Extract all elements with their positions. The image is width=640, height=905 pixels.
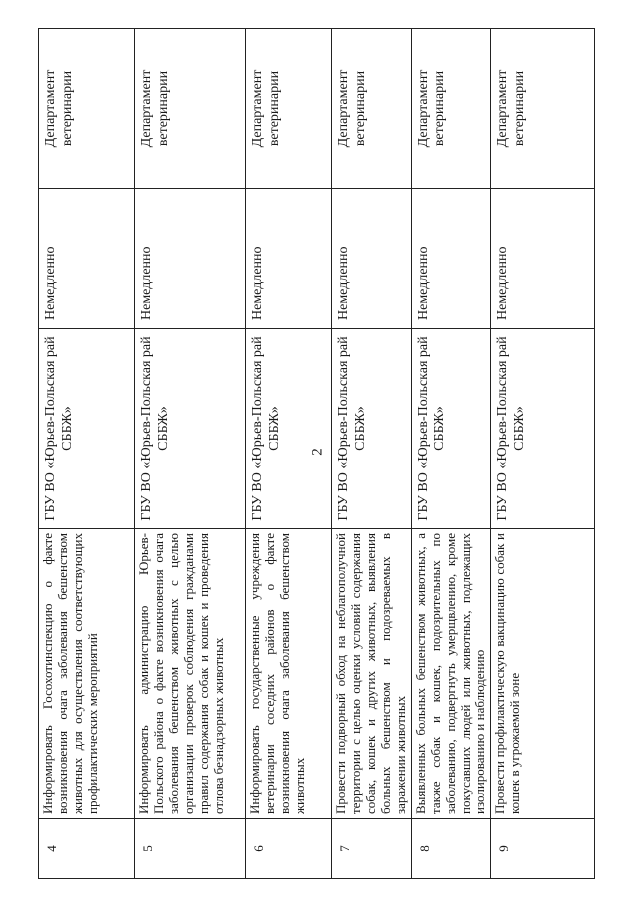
- department-text: Департамент ветеринарии: [411, 29, 491, 189]
- executor-text: ГБУ ВО «Юрьев-Польская рай СББЖ»: [491, 329, 595, 529]
- task-text: Информировать администрацию Юрьев-Польского района о факте возникновения очага заболевания бешенством животных с целью организации проверок соблюдения гражданами правил содержания собак и кошек и проведения отлова безнадзорных животных: [135, 529, 246, 819]
- executor-text: ГБУ ВО «Юрьев-Польская рай СББЖ»: [411, 329, 491, 529]
- measures-table: [38, 28, 595, 879]
- rotated-page: [38, 29, 595, 879]
- task-text: Информировать государственные учреждения ветеринарии соседних районов о факте возникновения очага заболевания бешенством животных: [246, 529, 332, 819]
- executor-text: ГБУ ВО «Юрьев-Польская рай СББЖ»: [246, 329, 332, 529]
- page-number: 2: [309, 448, 326, 456]
- task-text: Провести подворный обход на неблагополучной территории с целью оценки условий содержания собак, кошек и других животных, выявления больных бешенством и подозреваемых в заражении животных: [332, 529, 412, 819]
- executor-text: ГБУ ВО «Юрьев-Польская рай СББЖ»: [135, 329, 246, 529]
- term-text: Немедленно: [135, 189, 246, 329]
- term-text: Немедленно: [332, 189, 412, 329]
- department-text: Департамент ветеринарии: [39, 29, 135, 189]
- table-row: [135, 29, 246, 879]
- row-number: 5: [135, 819, 246, 879]
- table-row: [491, 29, 595, 879]
- executor-text: ГБУ ВО «Юрьев-Польская рай СББЖ»: [332, 329, 412, 529]
- row-number: 6: [246, 819, 332, 879]
- department-text: Департамент ветеринарии: [491, 29, 595, 189]
- term-text: Немедленно: [246, 189, 332, 329]
- department-text: Департамент ветеринарии: [246, 29, 332, 189]
- row-number: 9: [491, 819, 595, 879]
- row-number: 8: [411, 819, 491, 879]
- row-number: 4: [39, 819, 135, 879]
- term-text: Немедленно: [491, 189, 595, 329]
- table-row: [39, 29, 135, 879]
- row-number: 7: [332, 819, 412, 879]
- department-text: Департамент ветеринарии: [332, 29, 412, 189]
- table-row: [332, 29, 412, 879]
- task-text: Провести профилактическую вакцинацию собак и кошек в угрожаемой зоне: [491, 529, 595, 819]
- task-text: Информировать Госохотинспекцию о факте возникновения очага заболевания бешенством животных для осуществления соответствующих профилактических мероприятий: [39, 529, 135, 819]
- table-row: [411, 29, 491, 879]
- table-row: [246, 29, 332, 879]
- term-text: Немедленно: [411, 189, 491, 329]
- task-text: Выявленных больных бешенством животных, а также собак и кошек, подозрительных по заболеванию, подвергнуть умерщвлению, кроме покусавших людей или животных, подлежащих изолированию и наблюдению: [411, 529, 491, 819]
- executor-text: ГБУ ВО «Юрьев-Польская рай СББЖ»: [39, 329, 135, 529]
- term-text: Немедленно: [39, 189, 135, 329]
- department-text: Департамент ветеринарии: [135, 29, 246, 189]
